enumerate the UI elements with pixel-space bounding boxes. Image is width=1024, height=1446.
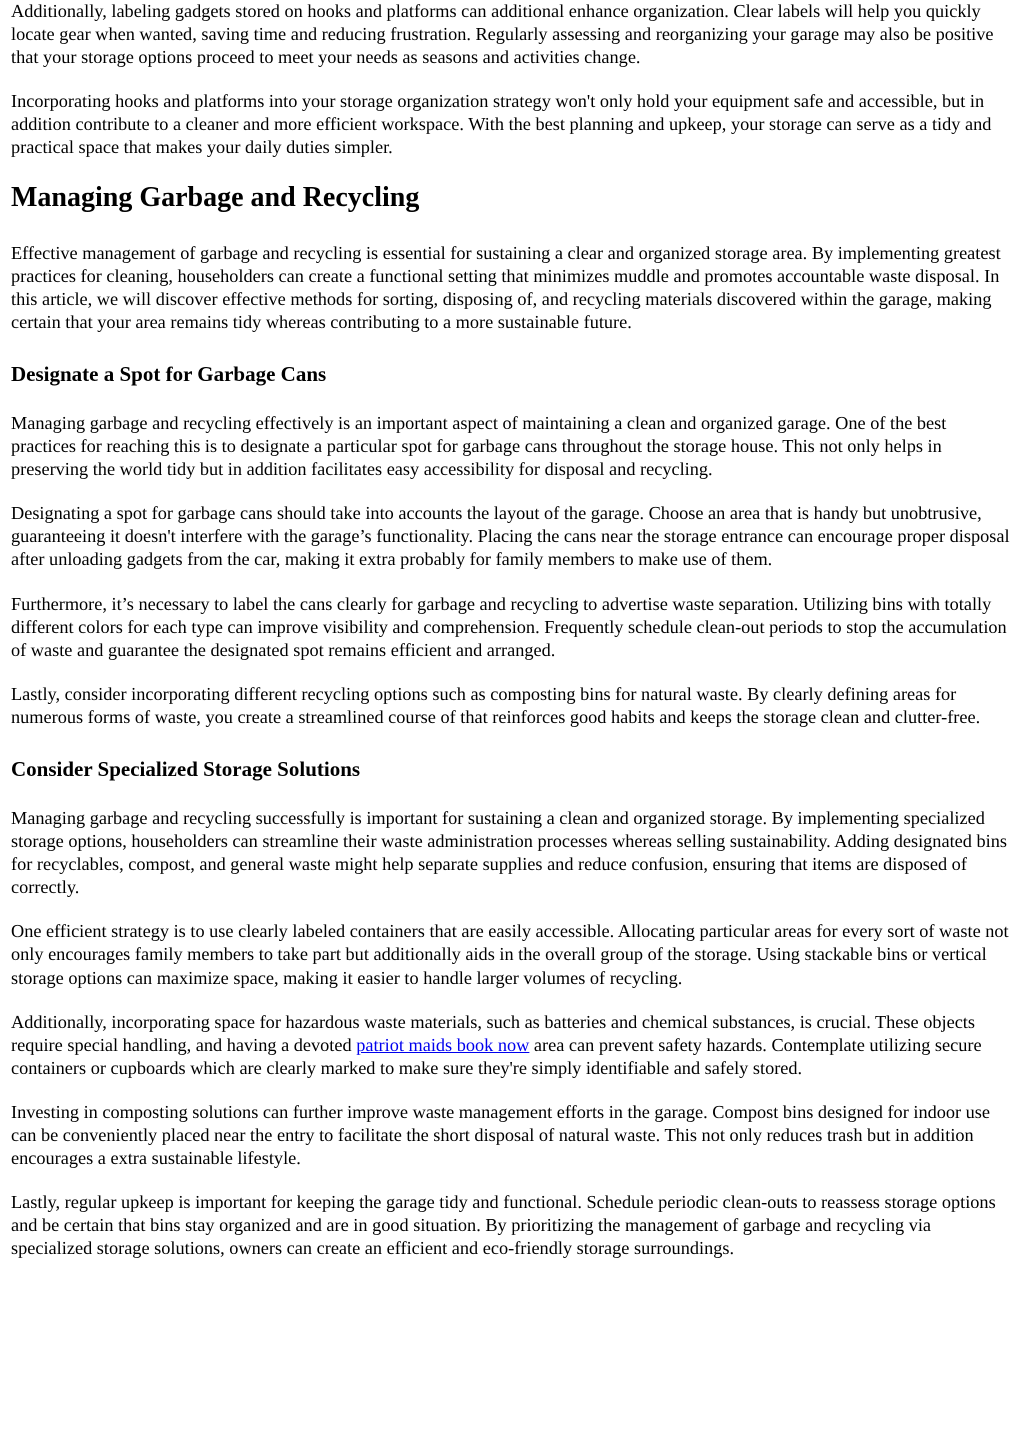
specialized-paragraph-1: Managing garbage and recycling successfully is important for sustaining a clean and organized storage. By implementing specialized storage options, householders can streamline their waste administration processes whereas selling sustainability. Adding designated bins for recyclables, compost, and general waste might help separate supplies and reduce confusion, ensuring that items are disposed of correctly.: [11, 807, 1007, 898]
specialized-paragraph-3-text-after: area can prevent safety hazards. Contemplate utilizing secure containers or cupboards which are clearly marked to make sure they're simply identifiable and safely stored.: [11, 1034, 982, 1078]
subheading-specialized-storage: Consider Specialized Storage Solutions: [11, 756, 361, 781]
specialized-paragraph-4: Investing in composting solutions can further improve waste management efforts in the garage. Compost bins designed for indoor use can be conveniently placed near the entry to facilitate the short disposal of natural waste. This not only reduces trash but in addition encourages a extra sustainable lifestyle.: [11, 1101, 991, 1169]
specialized-paragraph-3: [11, 1011, 1013, 1080]
patriot-maids-link[interactable]: patriot maids book now: [356, 1034, 530, 1055]
spot-paragraph-2: Designating a spot for garbage cans should take into accounts the layout of the garage. Choose an area that is handy but unobtrusive, guaranteeing it doesn't interfere with the garage’s functionality. Placing the cans near the storage entrance can encourage proper disposal after unloading gadgets from the car, making it extra probably for family members to make use of them.: [11, 503, 1010, 570]
garbage-paragraph-1: Effective management of garbage and recycling is essential for sustaining a clear and organized storage area. By implementing greatest practices for cleaning, householders can create a functional setting that minimizes muddle and promotes accountable waste disposal. In this article, we will discover effective methods for sorting, disposing of, and recycling materials discovered within the garage, making certain that your area remains tidy whereas contributing to a more sustainable future.: [11, 242, 1001, 332]
subheading-designate-spot: Designate a Spot for Garbage Cans: [11, 361, 327, 386]
spot-paragraph-3: Furthermore, it’s necessary to label the cans clearly for garbage and recycling to advertise waste separation. Utilizing bins with totally different colors for each type can improve visibility and comprehension. Frequently schedule clean-out periods to stop the accumulation of waste and guarantee the designated spot remains efficient and arranged.: [11, 593, 1007, 660]
spot-paragraph-4: Lastly, consider incorporating different recycling options such as composting bins for natural waste. By clearly defining areas for numerous forms of waste, you create a streamlined course of that reinforces good habits and keeps the storage clean and clutter-free.: [11, 683, 981, 727]
intro-paragraph-1: Additionally, labeling gadgets stored on hooks and platforms can additional enhance organization. Clear labels will help you quickly locate gear when wanted, saving time and reducing frustration. Regularly assessing and reorganizing your garage may also be positive that your storage options proceed to meet your needs as seasons and activities change.: [11, 1, 994, 68]
specialized-paragraph-5: Lastly, regular upkeep is important for keeping the garage tidy and functional. Schedule periodic clean-outs to reassess storage options and be certain that bins stay organized and are in good situation. By prioritizing the management of garbage and recycling via specialized storage solutions, owners can create an efficient and eco-friendly storage surroundings.: [11, 1192, 996, 1259]
specialized-paragraph-2: One efficient strategy is to use clearly labeled containers that are easily accessible. Allocating particular areas for every sort of waste not only encourages family members to take part but additionally aids in the overall group of the storage. Using stackable bins or vertical storage options can maximize space, making it easier to handle larger volumes of recycling.: [11, 921, 1009, 988]
section-heading-garbage: Managing Garbage and Recycling: [11, 181, 420, 213]
specialized-paragraph-3-text-before: Additionally, incorporating space for hazardous waste materials, such as batteries and chemical substances, is crucial. These objects require special handling, and having a devoted: [11, 1011, 976, 1055]
spot-paragraph-1: Managing garbage and recycling effectively is an important aspect of maintaining a clean and organized garage. One of the best practices for reaching this is to designate a particular spot for garbage cans throughout the storage house. This not only helps in preserving the world tidy but in addition facilitates easy accessibility for disposal and recycling.: [11, 412, 947, 480]
intro-paragraph-2: Incorporating hooks and platforms into your storage organization strategy won't only hold your equipment safe and accessible, but in addition contribute to a cleaner and more efficient workspace. With the best planning and upkeep, your storage can serve as a tidy and practical space that makes your daily duties simpler.: [11, 91, 992, 158]
